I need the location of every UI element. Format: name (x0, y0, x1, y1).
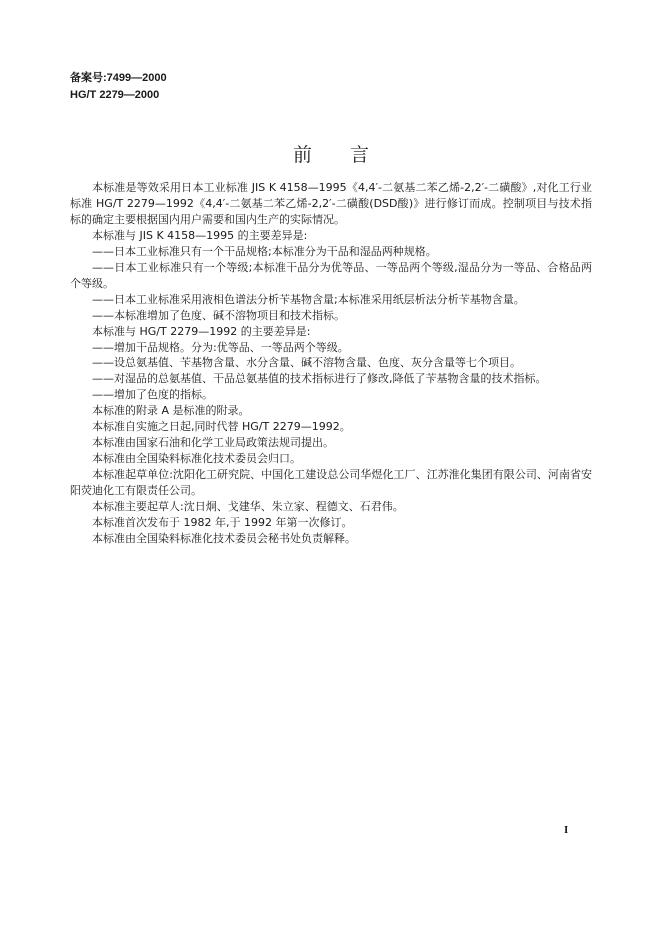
paragraph: 本标准由全国染料标准化技术委员会归口。 (92, 452, 301, 466)
record-number: 备案号:7499—2000 (70, 72, 167, 84)
list-item: ——日本工业标准采用液相色谱法分析苄基物含量;本标准采用纸层析法分析苄基物含量。 (92, 292, 525, 306)
standard-code: HG/T 2279—2000 (70, 89, 160, 101)
paragraph: 本标准主要起草人:沈日炯、戈建华、朱立家、程德文、石君伟。 (92, 500, 404, 514)
paragraph: 本标准的附录 A 是标准的附录。 (92, 404, 250, 418)
page-number: I (564, 824, 569, 836)
preface-body (70, 180, 592, 547)
paragraph: 本标准由全国染料标准化技术委员会秘书处负责解释。 (92, 531, 356, 545)
paragraph: 本标准起草单位:沈阳化工研究院、中国化工建设总公司华煜化工厂、江苏淮化集团有限公司、河南省安阳荧迪化工有限责任公司。 (70, 468, 592, 498)
paragraph: 本标准与 HG/T 2279—1992 的主要差异是: (92, 324, 311, 338)
paragraph: 本标准是等效采用日本工业标准 JIS K 4158—1995《4,4′-二氨基二苯乙烯-2,2′-二磺酸》,对化工行业标准 HG/T 2279—1992《4,4′-二氨基二苯乙烯-2,2′-二磺酸(DSD酸)》进行修订而成。控制项目与技术指标的确定主要根据国内用户需要和国内生产的实际情况。 (70, 181, 592, 226)
list-item: ——本标准增加了色度、碱不溶物项目和技术指标。 (92, 308, 345, 322)
paragraph: 本标准由国家石油和化学工业局政策法规司提出。 (92, 436, 334, 450)
list-item: ——日本工业标准只有一个干品规格;本标准分为干品和湿品两种规格。 (92, 244, 437, 258)
list-item: ——对湿品的总氨基值、干品总氨基值的技术指标进行了修改,降低了苄基物含量的技术指标。 (92, 372, 547, 386)
page-title: 前言 (292, 144, 407, 166)
paragraph: 本标准与 JIS K 4158—1995 的主要差异是: (92, 228, 308, 242)
list-item: ——增加了色度的指标。 (92, 388, 213, 402)
list-item: ——增加干品规格。分为:优等品、一等品两个等级。 (92, 340, 349, 354)
paragraph: 本标准首次发布于 1982 年,于 1992 年第一次修订。 (92, 516, 353, 530)
list-item: ——设总氨基值、苄基物含量、水分含量、碱不溶物含量、色度、灰分含量等七个项目。 (92, 356, 521, 370)
document-header (70, 70, 167, 104)
list-item: ——日本工业标准只有一个等级;本标准干品分为优等品、一等品两个等级,湿品分为一等品、合格品两个等级。 (70, 260, 592, 290)
paragraph: 本标准自实施之日起,同时代替 HG/T 2279—1992。 (92, 420, 351, 434)
